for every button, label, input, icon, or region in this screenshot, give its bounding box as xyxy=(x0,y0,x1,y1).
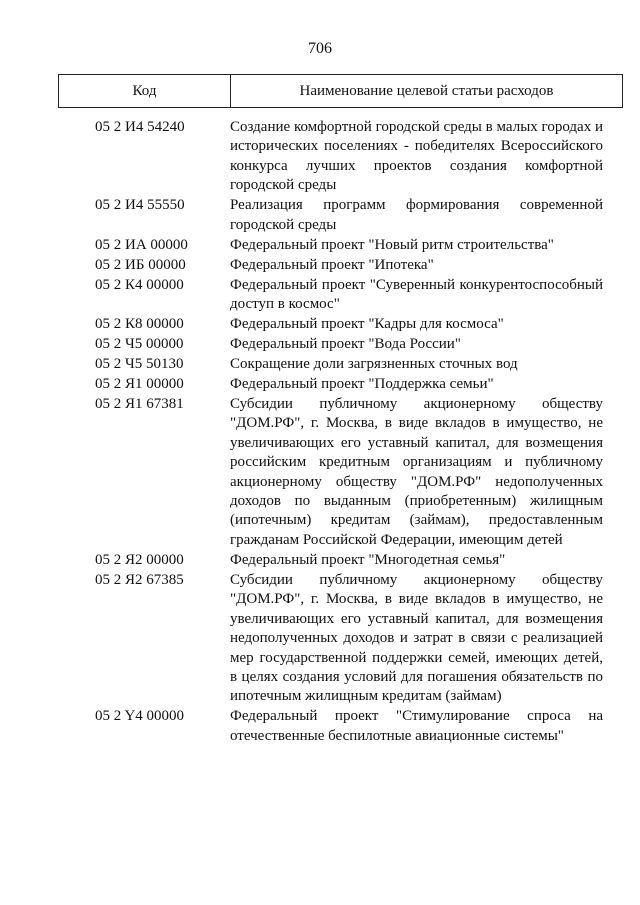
table-row xyxy=(0,707,640,746)
table-row xyxy=(0,315,640,334)
table-row xyxy=(0,571,640,707)
table-row xyxy=(0,118,640,196)
column-header-name: Наименование целевой статьи расходов xyxy=(299,82,554,99)
row-name: Федеральный проект "Новый ритм строительства" xyxy=(230,236,554,253)
row-name: Реализация программ формирования современной городской среды xyxy=(230,197,603,233)
table-row xyxy=(0,355,640,374)
row-code: 05 2 ИА 00000 xyxy=(95,236,188,253)
table-row xyxy=(0,395,640,550)
table-row xyxy=(0,236,640,255)
table-row xyxy=(0,551,640,570)
table-row xyxy=(0,196,640,235)
row-code: 05 2 И4 54240 xyxy=(95,119,185,135)
table-body xyxy=(0,118,640,746)
row-name: Федеральный проект "Суверенный конкурентоспособный доступ в космос" xyxy=(230,276,603,313)
row-name: Федеральный проект "Стимулирование спроса на отечественные беспилотные авиационные системы" xyxy=(230,708,603,744)
row-code: 05 2 И4 55550 xyxy=(95,197,185,214)
table-header xyxy=(58,74,623,108)
row-name: Создание комфортной городской среды в малых городах и исторических поселениях - победителях Всероссийского конкурса лучших проектов создания комфортной городской среды xyxy=(230,119,603,194)
row-code: 05 2 К8 00000 xyxy=(95,316,184,333)
column-header-code: Код xyxy=(59,75,231,107)
row-code: 05 2 Я1 67381 xyxy=(95,396,184,413)
table-row xyxy=(0,256,640,275)
row-code: 05 2 ИБ 00000 xyxy=(95,256,186,273)
row-name: Федеральный проект "Многодетная семья" xyxy=(230,551,506,568)
row-name: Федеральный проект "Кадры для космоса" xyxy=(230,316,504,333)
page-number: 706 xyxy=(308,40,332,57)
row-code: 05 2 Y4 00000 xyxy=(95,708,185,725)
row-name: Федеральный проект "Поддержка семьи" xyxy=(230,376,494,393)
row-code: 05 2 Я2 67385 xyxy=(95,571,184,588)
row-code: 05 2 Ч5 00000 xyxy=(95,336,184,353)
row-name: Субсидии публичному акционерному обществу "ДОМ.РФ", г. Москва, в виде вкладов в имущество, не увеличивающих его уставный капитал, для возмещения российским кредитным организациям и публичному акционерному обществу "ДОМ.РФ" недополученных доходов по выданным (приобретенным) жилищным (ипотечным) кредитам (займам), предоставленным гражданам Российской Федерации, имеющим детей xyxy=(230,396,603,548)
row-name: Сокращение доли загрязненных сточных вод xyxy=(230,356,518,373)
row-name: Федеральный проект "Ипотека" xyxy=(230,256,434,273)
row-code: 05 2 К4 00000 xyxy=(95,276,184,293)
row-name: Субсидии публичному акционерному обществу "ДОМ.РФ", г. Москва, в виде вкладов в имущество, не увеличивающих его уставный капитал, для возмещения недополученных доходов и затрат в связи с реализацией мер государственной поддержки семей, имеющих детей, в целях создания условий для погашения обязательств по ипотечным жилищным кредитам (займам) xyxy=(230,571,603,705)
table-row xyxy=(0,375,640,394)
row-code: 05 2 Я2 00000 xyxy=(95,551,184,568)
table-row xyxy=(0,335,640,354)
row-name: Федеральный проект "Вода России" xyxy=(230,336,461,353)
table-row xyxy=(0,276,640,315)
row-code: 05 2 Я1 00000 xyxy=(95,376,184,393)
row-code: 05 2 Ч5 50130 xyxy=(95,356,184,373)
